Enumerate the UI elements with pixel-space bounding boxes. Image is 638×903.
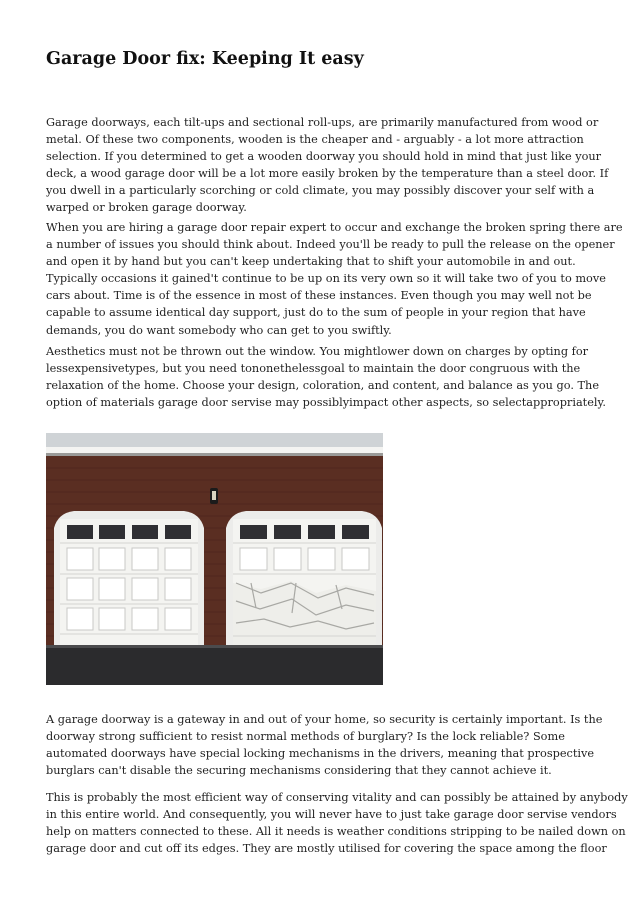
- paragraph-line: A garage doorway is a gateway in and out of your home, so security is certainly important. Is the: [46, 713, 603, 726]
- paragraph-line: and open it by hand but you can't keep undertaking that to shift your automobile in and out.: [46, 255, 576, 269]
- paragraph-3: [46, 343, 606, 411]
- paragraph-line: metal. Of these two components, wooden is the cheaper and - arguably - a lot more attraction: [46, 133, 584, 147]
- paragraph-line: help on matters connected to these. All it needs is weather conditions stripping to be nailed down on: [46, 825, 626, 839]
- paragraph-line: you dwell in a particularly scorching or cold climate, you may possibly discover your self with a: [46, 184, 595, 198]
- paragraph-line: garage door and cut off its edges. They are mostly utilised for covering the space among the floor: [46, 842, 607, 856]
- paragraph-line: deck, a wood garage door will be a lot more easily broken by the temperature than a steel door. If: [46, 167, 609, 181]
- paragraph-line: in this entire world. And consequently, you will never have to just take garage door servise vendors: [46, 808, 617, 822]
- paragraph-line: burglars can't disable the securing mechanisms considering that they cannot achieve it.: [46, 764, 552, 778]
- paragraph-line: automated doorways have special locking mechanisms in the drivers, meaning that prospective: [46, 747, 595, 761]
- paragraph-line: Garage doorways, each tilt-ups and sectional roll-ups, are primarily manufactured from wood or: [46, 116, 599, 129]
- paragraph-line: relaxation of the home. Choose your design, coloration, and content, and balance as you go. The: [46, 379, 600, 393]
- paragraph-2: [46, 219, 623, 339]
- paragraph-line: demands, you do want somebody who can get to you swiftly.: [46, 323, 392, 337]
- paragraph-line: warped or broken garage doorway.: [46, 201, 247, 215]
- paragraph-line: When you are hiring a garage door repair expert to occur and exchange the broken spring there are: [46, 221, 623, 234]
- paragraph-line: cars about. Time is of the essence in most of these instances. Even though you may well not be: [46, 289, 592, 303]
- page-title: Garage Door fix: Keeping It easy: [46, 49, 364, 69]
- paragraph-line: lessexpensivetypes, but you need tononethelessgoal to maintain the door congruous with the: [46, 362, 581, 376]
- paragraph-4: [46, 711, 603, 779]
- paragraph-line: option of materials garage door servise may possiblyimpact other aspects, so selectappropriately.: [46, 396, 606, 410]
- paragraph-line: doorway strong sufficient to resist normal methods of burglary? Is the lock reliable? Some: [46, 730, 565, 744]
- paragraph-line: capable to assume identical day support, just do to the sum of people in your region that have: [46, 306, 586, 320]
- paragraph-5: [46, 789, 628, 857]
- paragraph-line: This is probably the most efficient way of conserving vitality and can possibly be attained by anybody: [46, 791, 628, 804]
- garage-door-photo: [46, 433, 383, 685]
- paragraph-line: Typically occasions it gained't continue to be up on its very own so it will take two of you to move: [46, 272, 606, 286]
- paragraph-1: [46, 114, 609, 217]
- paragraph-line: Aesthetics must not be thrown out the window. You mightlower down on charges by opting for: [46, 345, 589, 358]
- paragraph-line: selection. If you determined to get a wooden doorway you should hold in mind that just like your: [46, 150, 602, 164]
- paragraph-line: a number of issues you should think about. Indeed you'll be ready to pull the release on the opener: [46, 238, 615, 252]
